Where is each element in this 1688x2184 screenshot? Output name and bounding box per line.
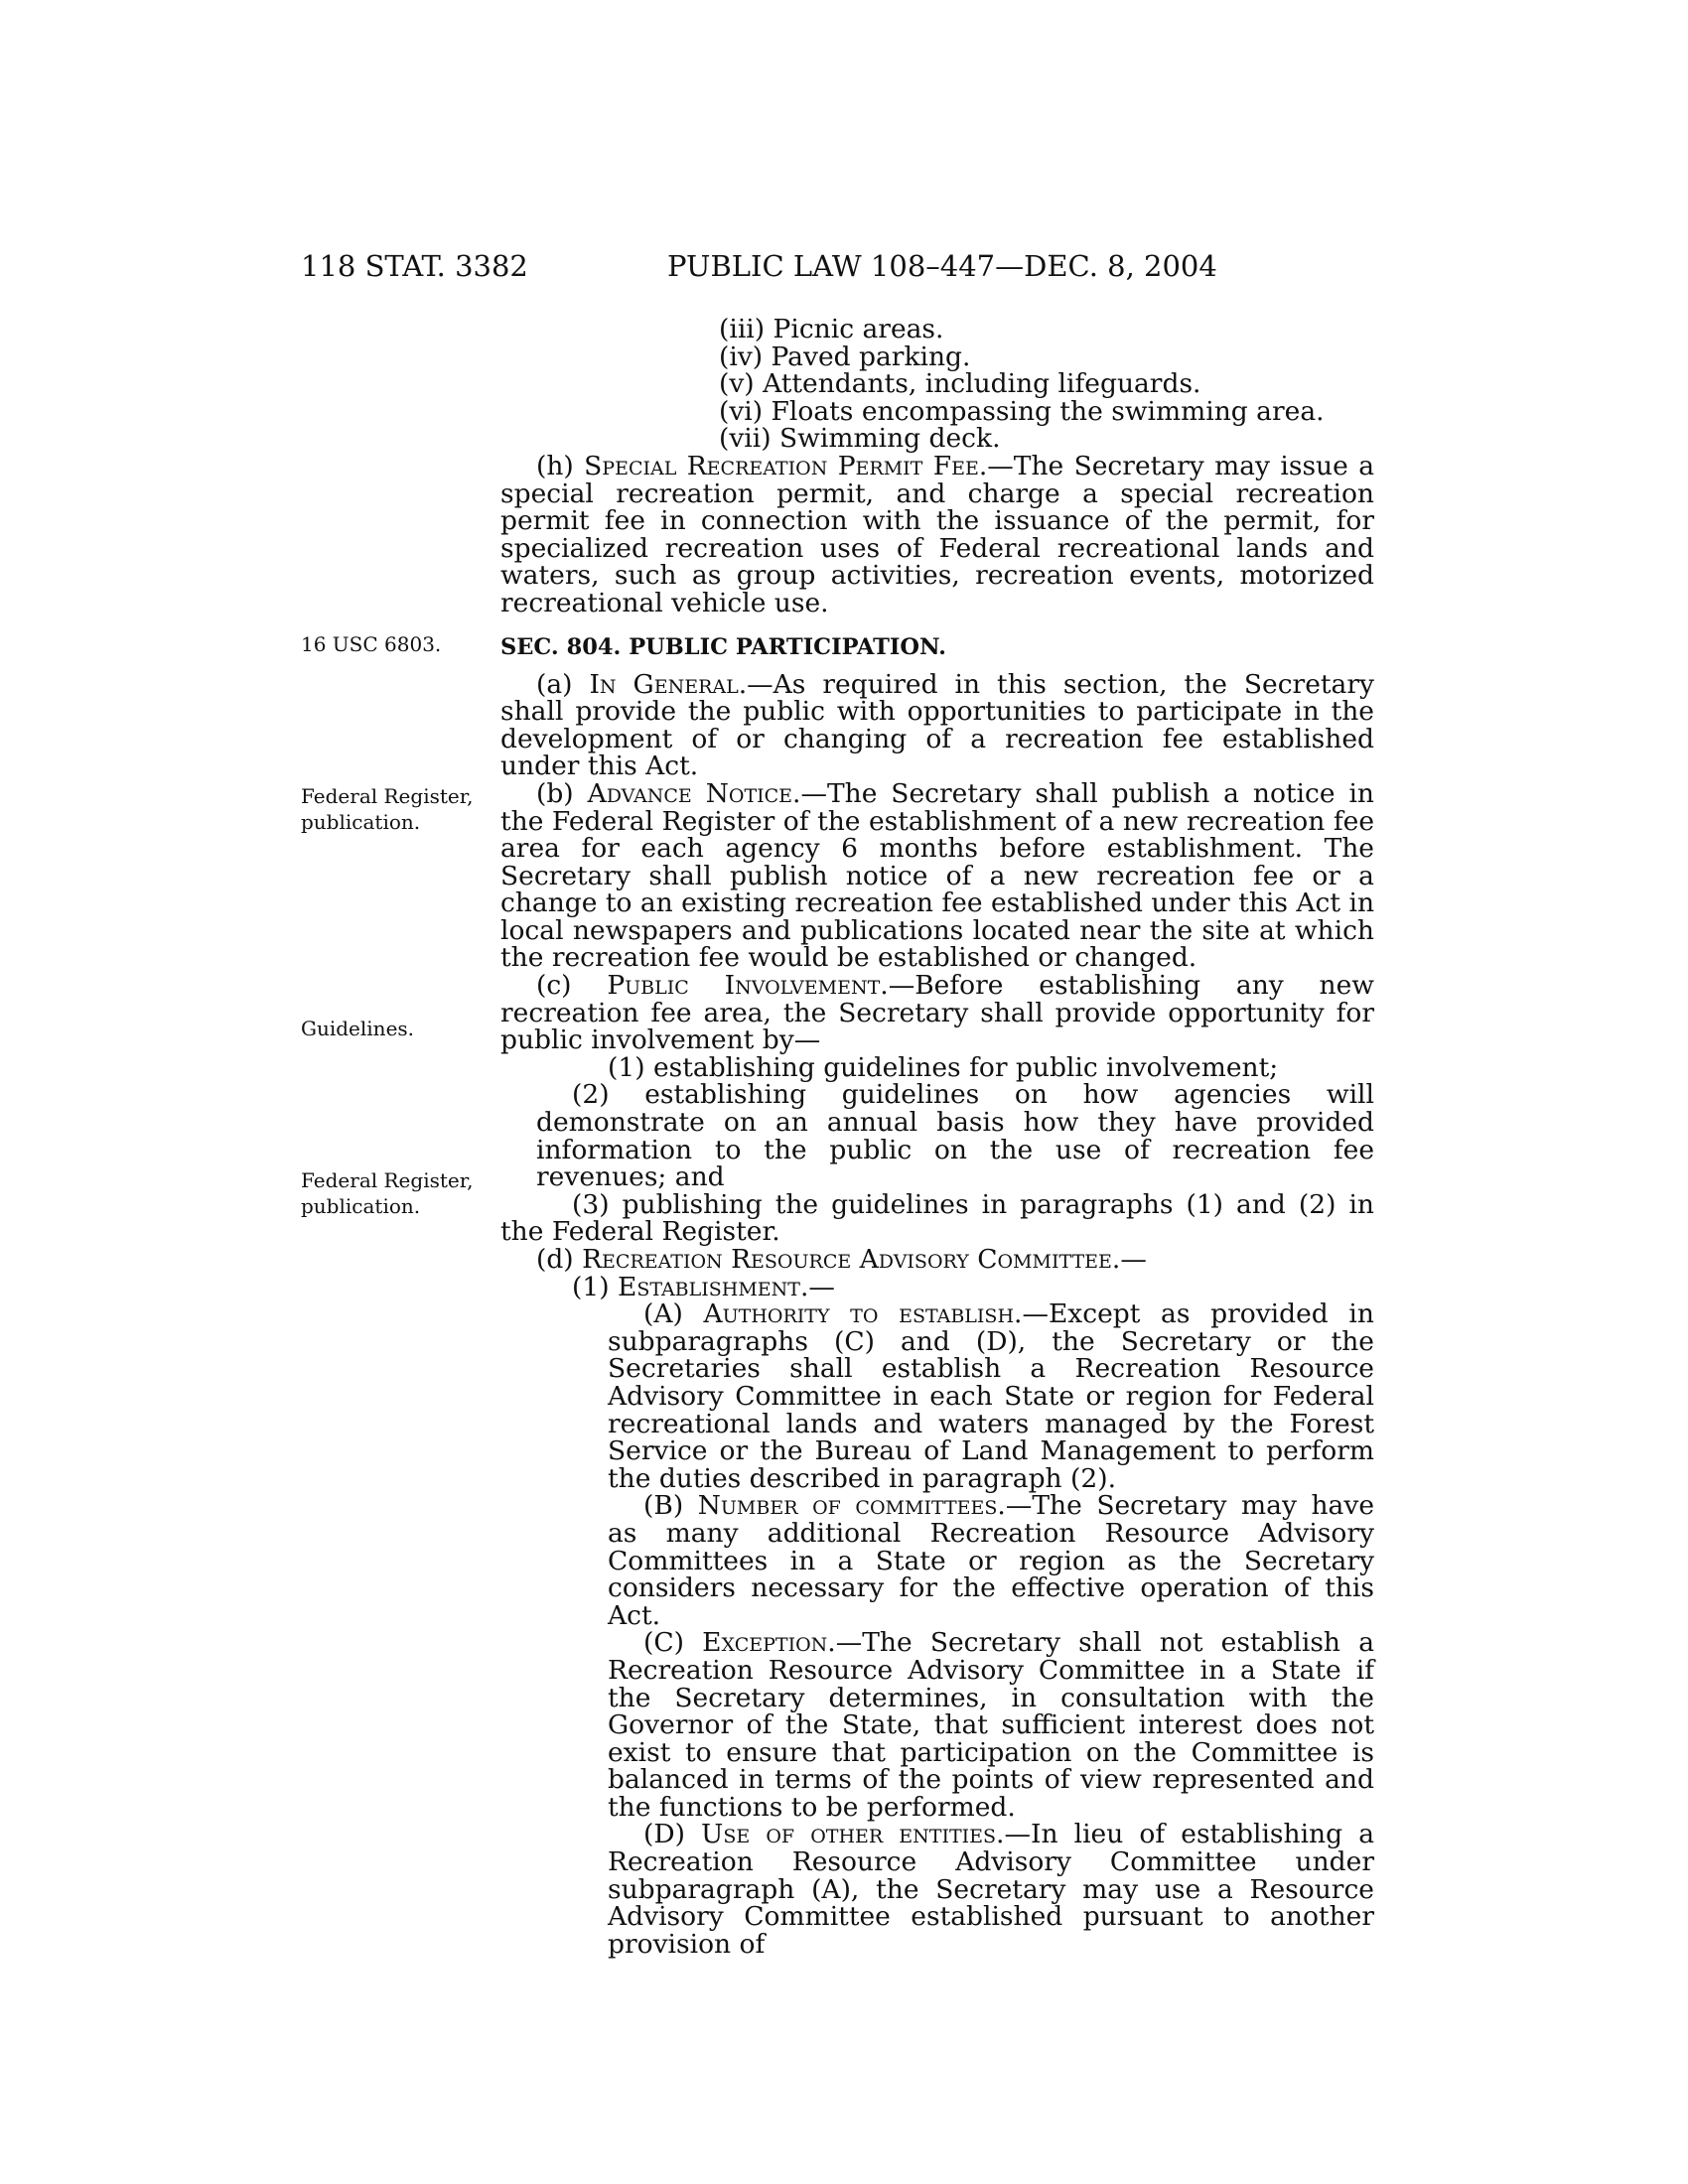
running-header: PUBLIC LAW 108–447—DEC. 8, 2004: [667, 249, 1217, 283]
list-item: (v) Attendants, including lifeguards.: [719, 368, 1201, 400]
paragraph-heading: Establishment: [617, 1271, 800, 1302]
subsection-h: (h) Special Recreation Permit Fee.—The Secretary may issue a special recreation permit, and charge a special recreation permit fee in connection with the issuance of the permit, for specialized recreation uses of Federal recreational lands and waters, such as group activities, recreation events, motorized recreational vehicle use.: [500, 450, 1374, 618]
margin-note-federal-register-2: Federal Register, publication.: [301, 1168, 474, 1218]
subsection-b: (b) Advance Notice.—The Secretary shall publish a notice in the Federal Register of the establishment of a new recreation fee area for each agency 6 months before establishment. The Secretary shall publish notice of a new recreation fee or a change to an existing recreation fee established under this Act in local newspapers and publications located near the site at which the recreation fee would be established or changed.: [500, 777, 1375, 974]
subsection-heading: In General: [589, 668, 739, 700]
subsection-heading: Special Recreation Permit Fee: [584, 450, 979, 481]
paragraph-c1: (1) establishing guidelines for public involvement;: [608, 1051, 1279, 1083]
margin-note-guidelines: Guidelines.: [301, 1017, 415, 1040]
subparagraph-heading: Exception: [702, 1627, 828, 1659]
subparagraph-heading: Number of committees: [697, 1490, 998, 1522]
subparagraph-D: (D) Use of other entities.—In lieu of establishing a Recreation Resource Advisory Committee under subparagraph (A), the Secretary may use a Resource Advisory Committee established pursuant to another provision of: [608, 1819, 1374, 1960]
paragraph-c3: (3) publishing the guidelines in paragraphs (1) and (2) in the Federal Register.: [500, 1188, 1374, 1248]
subparagraph-heading: Use of other entities: [701, 1819, 997, 1850]
subparagraph-heading: Authority to establish: [703, 1298, 1015, 1330]
subsection-a: (a) In General.—As required in this section, the Secretary shall provide the public with opportunities to participate in the development of or changing of a recreation fee established under this Act.: [500, 668, 1374, 782]
list-item: (iv) Paved parking.: [719, 341, 971, 372]
list-item: (vi) Floats encompassing the swimming area.: [719, 395, 1325, 427]
document-body: [500, 316, 1374, 1958]
page-number: 118 STAT. 3382: [301, 249, 528, 283]
subparagraph-B: (B) Number of committees.—The Secretary may have as many additional Recreation Resource Advisory Committees in a State or region as the Secretary considers necessary for the effective operation of this Act.: [608, 1490, 1375, 1631]
subsection-heading: Advance Notice: [587, 777, 793, 809]
subsection-c: (c) Public Involvement.—Before establishing any new recreation fee area, the Secretary shall provide opportunity for public involvement by—: [500, 970, 1374, 1056]
subsection-heading: Recreation Resource Advisory Committee: [582, 1244, 1112, 1275]
subsection-heading: Public Involvement: [607, 970, 881, 1002]
section-heading: SEC. 804. PUBLIC PARTICIPATION.: [500, 633, 946, 660]
list-item: (vii) Swimming deck.: [719, 423, 1001, 455]
paragraph-c2: (2) establishing guidelines on how agencies will demonstrate on an annual basis how they have provided information to the public on the use of recreation fee revenues; and: [536, 1079, 1374, 1193]
list-item: (iii) Picnic areas.: [719, 314, 944, 344]
margin-note-usc: 16 USC 6803.: [301, 632, 442, 656]
subparagraph-A: (A) Authority to establish.—Except as provided in subparagraphs (C) and (D), the Secretary or the Secretaries shall establish a Recreation Resource Advisory Committee in each State or region for Federal recreational lands and waters managed by the Forest Service or the Bureau of Land Management to perform the duties described in paragraph (2).: [608, 1298, 1374, 1494]
subparagraph-C: (C) Exception.—The Secretary shall not establish a Recreation Resource Advisory Committee in a State if the Secretary determines, in consultation with the Governor of the State, that sufficient interest does not exist to ensure that participation on the Committee is balanced in terms of the points of view represented and the functions to be performed.: [608, 1627, 1374, 1823]
margin-note-federal-register: Federal Register, publication.: [301, 784, 474, 834]
subsection-d: (d) Recreation Resource Advisory Committee.—: [536, 1244, 1147, 1275]
paragraph-d1: (1) Establishment.—: [572, 1271, 835, 1302]
